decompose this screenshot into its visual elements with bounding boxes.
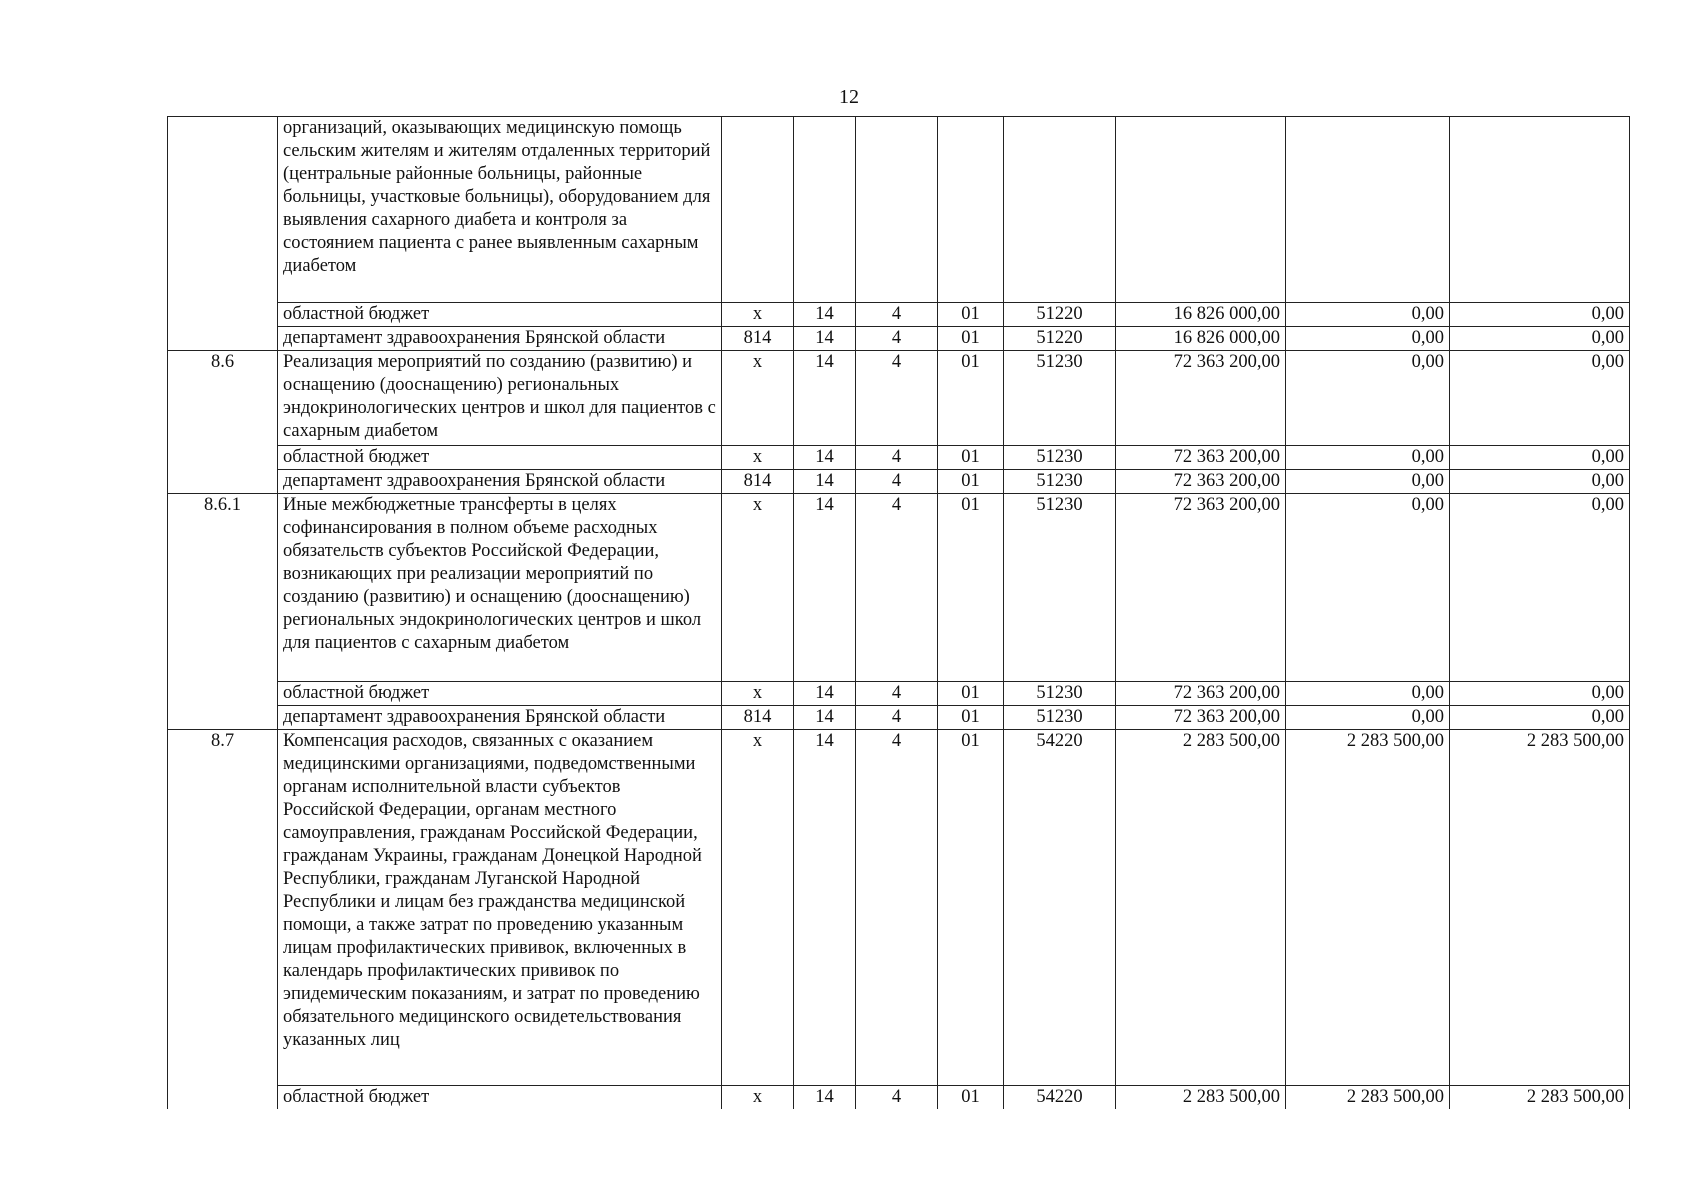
code-program: 01 xyxy=(938,351,1004,446)
code-subsection: 4 xyxy=(856,706,938,730)
code-target: 51230 xyxy=(1004,682,1116,706)
amount-year-3: 0,00 xyxy=(1450,351,1630,446)
code-grbs: х xyxy=(722,446,794,470)
code-section: 14 xyxy=(794,1086,856,1110)
table-row xyxy=(168,706,1630,730)
code-grbs: х xyxy=(722,682,794,706)
table-row xyxy=(168,303,1630,327)
amount-year-1 xyxy=(1116,117,1286,303)
code-grbs: х xyxy=(722,303,794,327)
table-row xyxy=(168,446,1630,470)
code-subsection: 4 xyxy=(856,470,938,494)
code-section xyxy=(794,117,856,303)
row-number xyxy=(168,327,278,351)
code-program: 01 xyxy=(938,446,1004,470)
code-program: 01 xyxy=(938,303,1004,327)
row-number: 8.6.1 xyxy=(168,494,278,682)
amount-year-2: 0,00 xyxy=(1286,706,1450,730)
code-program: 01 xyxy=(938,682,1004,706)
amount-year-1: 72 363 200,00 xyxy=(1116,470,1286,494)
row-name: департамент здравоохранения Брянской области xyxy=(278,706,722,730)
code-program: 01 xyxy=(938,470,1004,494)
code-subsection: 4 xyxy=(856,303,938,327)
code-section: 14 xyxy=(794,446,856,470)
amount-year-2: 0,00 xyxy=(1286,470,1450,494)
row-name: Компенсация расходов, связанных с оказанием медицинскими организациями, подведомственными органам исполнительной власти субъектов Российской Федерации, органам местного самоуправления, гражданам Российской Федерации, гражданам Украины, гражданам Донецкой Народной Республики, гражданам Луганской Народной Республики и лицам без гражданства медицинской помощи, а также затрат по проведению указанным лицам профилактических прививок, включенных в календарь профилактических прививок по эпидемическим показаниям, и затрат по проведению обязательного медицинского освидетельствования указанных лиц xyxy=(278,730,722,1086)
amount-year-3: 0,00 xyxy=(1450,682,1630,706)
row-name: областной бюджет xyxy=(278,1086,722,1110)
amount-year-2: 0,00 xyxy=(1286,446,1450,470)
row-number: 8.7 xyxy=(168,730,278,1086)
code-target: 51230 xyxy=(1004,494,1116,682)
code-target: 51230 xyxy=(1004,446,1116,470)
row-number xyxy=(168,303,278,327)
row-name: Реализация мероприятий по созданию (развитию) и оснащению (дооснащению) региональных эндокринологических центров и школ для пациентов с сахарным диабетом xyxy=(278,351,722,446)
code-subsection xyxy=(856,117,938,303)
code-grbs xyxy=(722,117,794,303)
amount-year-1: 16 826 000,00 xyxy=(1116,303,1286,327)
code-grbs: х xyxy=(722,351,794,446)
amount-year-3: 2 283 500,00 xyxy=(1450,1086,1630,1110)
amount-year-3 xyxy=(1450,117,1630,303)
row-number xyxy=(168,1086,278,1110)
code-target: 51230 xyxy=(1004,706,1116,730)
amount-year-3: 0,00 xyxy=(1450,470,1630,494)
row-number xyxy=(168,446,278,470)
code-section: 14 xyxy=(794,682,856,706)
code-grbs: х xyxy=(722,494,794,682)
row-number xyxy=(168,470,278,494)
amount-year-3: 0,00 xyxy=(1450,494,1630,682)
code-grbs: 814 xyxy=(722,470,794,494)
code-grbs: х xyxy=(722,730,794,1086)
code-section: 14 xyxy=(794,470,856,494)
code-grbs: 814 xyxy=(722,706,794,730)
amount-year-3: 2 283 500,00 xyxy=(1450,730,1630,1086)
row-number xyxy=(168,682,278,706)
table-row xyxy=(168,1086,1630,1110)
code-section: 14 xyxy=(794,494,856,682)
table-row xyxy=(168,494,1630,682)
row-name: департамент здравоохранения Брянской области xyxy=(278,470,722,494)
row-name: организаций, оказывающих медицинскую помощь сельским жителям и жителям отдаленных территорий (центральные районные больницы, районные больницы, участковые больницы), оборудованием для выявления сахарного диабета и контроля за состоянием пациента с ранее выявленным сахарным диабетом xyxy=(278,117,722,303)
amount-year-2: 2 283 500,00 xyxy=(1286,730,1450,1086)
code-subsection: 4 xyxy=(856,494,938,682)
code-section: 14 xyxy=(794,351,856,446)
code-section: 14 xyxy=(794,706,856,730)
code-program xyxy=(938,117,1004,303)
code-target: 51230 xyxy=(1004,351,1116,446)
table-row xyxy=(168,682,1630,706)
code-section: 14 xyxy=(794,303,856,327)
code-subsection: 4 xyxy=(856,351,938,446)
row-number xyxy=(168,706,278,730)
table-row xyxy=(168,117,1630,303)
amount-year-1: 72 363 200,00 xyxy=(1116,494,1286,682)
row-number xyxy=(168,117,278,303)
code-program: 01 xyxy=(938,327,1004,351)
code-program: 01 xyxy=(938,1086,1004,1110)
amount-year-2: 0,00 xyxy=(1286,327,1450,351)
row-name: Иные межбюджетные трансферты в целях софинансирования в полном объеме расходных обязательств субъектов Российской Федерации, возникающих при реализации мероприятий по созданию (развитию) и оснащению (дооснащению) региональных эндокринологических центров и школ для пациентов с сахарным диабетом xyxy=(278,494,722,682)
table-row xyxy=(168,327,1630,351)
amount-year-1: 72 363 200,00 xyxy=(1116,706,1286,730)
amount-year-3: 0,00 xyxy=(1450,303,1630,327)
amount-year-3: 0,00 xyxy=(1450,706,1630,730)
table-row xyxy=(168,351,1630,446)
code-subsection: 4 xyxy=(856,1086,938,1110)
table-row xyxy=(168,470,1630,494)
code-target: 51220 xyxy=(1004,327,1116,351)
code-subsection: 4 xyxy=(856,446,938,470)
amount-year-2: 0,00 xyxy=(1286,351,1450,446)
row-name: областной бюджет xyxy=(278,303,722,327)
code-target: 51220 xyxy=(1004,303,1116,327)
code-target: 54220 xyxy=(1004,730,1116,1086)
table-row xyxy=(168,730,1630,1086)
amount-year-3: 0,00 xyxy=(1450,446,1630,470)
amount-year-2 xyxy=(1286,117,1450,303)
row-number: 8.6 xyxy=(168,351,278,446)
amount-year-1: 2 283 500,00 xyxy=(1116,730,1286,1086)
code-subsection: 4 xyxy=(856,327,938,351)
code-program: 01 xyxy=(938,730,1004,1086)
row-name: департамент здравоохранения Брянской области xyxy=(278,327,722,351)
amount-year-2: 0,00 xyxy=(1286,494,1450,682)
amount-year-2: 2 283 500,00 xyxy=(1286,1086,1450,1110)
amount-year-1: 72 363 200,00 xyxy=(1116,351,1286,446)
code-target: 51230 xyxy=(1004,470,1116,494)
page-number: 12 xyxy=(839,86,859,108)
code-section: 14 xyxy=(794,327,856,351)
code-subsection: 4 xyxy=(856,730,938,1086)
code-target xyxy=(1004,117,1116,303)
amount-year-2: 0,00 xyxy=(1286,682,1450,706)
amount-year-1: 72 363 200,00 xyxy=(1116,682,1286,706)
amount-year-3: 0,00 xyxy=(1450,327,1630,351)
code-program: 01 xyxy=(938,706,1004,730)
amount-year-1: 72 363 200,00 xyxy=(1116,446,1286,470)
amount-year-2: 0,00 xyxy=(1286,303,1450,327)
amount-year-1: 2 283 500,00 xyxy=(1116,1086,1286,1110)
code-target: 54220 xyxy=(1004,1086,1116,1110)
code-grbs: х xyxy=(722,1086,794,1110)
row-name: областной бюджет xyxy=(278,682,722,706)
code-subsection: 4 xyxy=(856,682,938,706)
budget-table xyxy=(167,116,1630,1109)
row-name: областной бюджет xyxy=(278,446,722,470)
code-section: 14 xyxy=(794,730,856,1086)
code-grbs: 814 xyxy=(722,327,794,351)
amount-year-1: 16 826 000,00 xyxy=(1116,327,1286,351)
code-program: 01 xyxy=(938,494,1004,682)
